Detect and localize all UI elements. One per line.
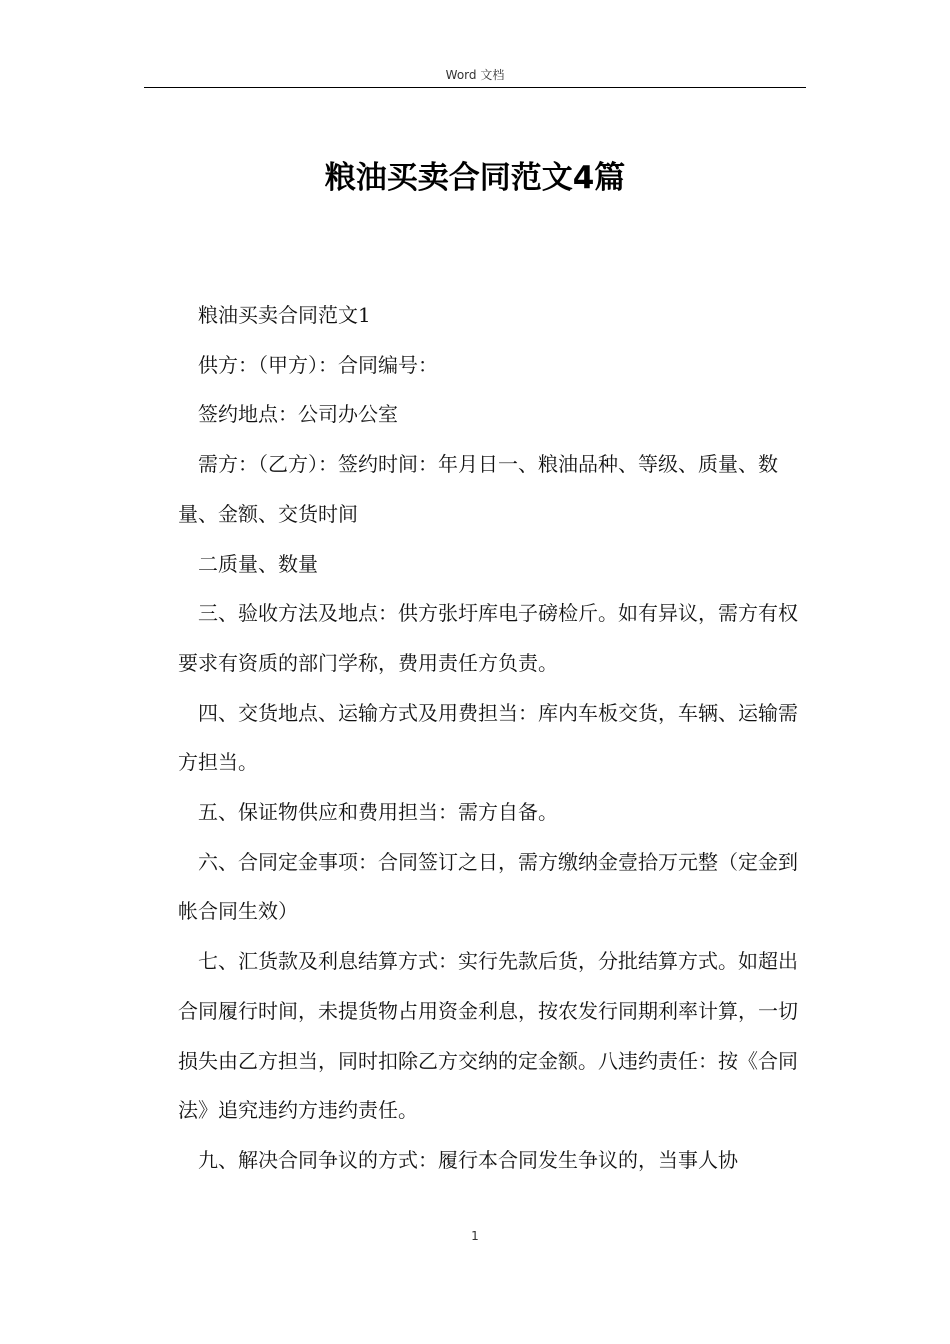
- paragraph: 六、合同定金事项：合同签订之日，需方缴纳金壹拾万元整（定金到帐合同生效）: [178, 849, 798, 924]
- paragraph: 签约地点：公司办公室: [198, 402, 398, 427]
- paragraph: 九、解决合同争议的方式：履行本合同发生争议的，当事人协: [198, 1147, 738, 1172]
- paragraph: 粮油买卖合同范文1: [198, 303, 371, 327]
- paragraph: 供方：（甲方）：合同编号：: [198, 352, 438, 377]
- page-header: Word 文档: [445, 68, 505, 82]
- paragraph: 二质量、数量: [198, 551, 318, 576]
- document-body: [178, 291, 802, 1186]
- paragraph: 七、汇货款及利息结算方式：实行先款后货，分批结算方式。如超出合同履行时间，未提货物占用资金利息，按农发行同期利率计算，一切损失由乙方担当，同时扣除乙方交纳的定金额。八违约责任：按《合同法》追究违约方违约责任。: [178, 949, 798, 1123]
- paragraph: 需方：（乙方）：签约时间：年月日一、粮油品种、等级、质量、数量、金额、交货时间: [178, 452, 778, 526]
- document-title: 粮油买卖合同范文4篇: [324, 160, 626, 196]
- paragraph: 五、保证物供应和费用担当：需方自备。: [198, 800, 558, 825]
- paragraph: 三、验收方法及地点：供方张圩库电子磅检斤。如有异议，需方有权要求有资质的部门学称，费用责任方负责。: [178, 601, 798, 675]
- header-rule: [144, 87, 806, 88]
- paragraph: 四、交货地点、运输方式及用费担当：库内车板交货，车辆、运输需方担当。: [178, 700, 798, 775]
- page-number: 1: [471, 1229, 479, 1243]
